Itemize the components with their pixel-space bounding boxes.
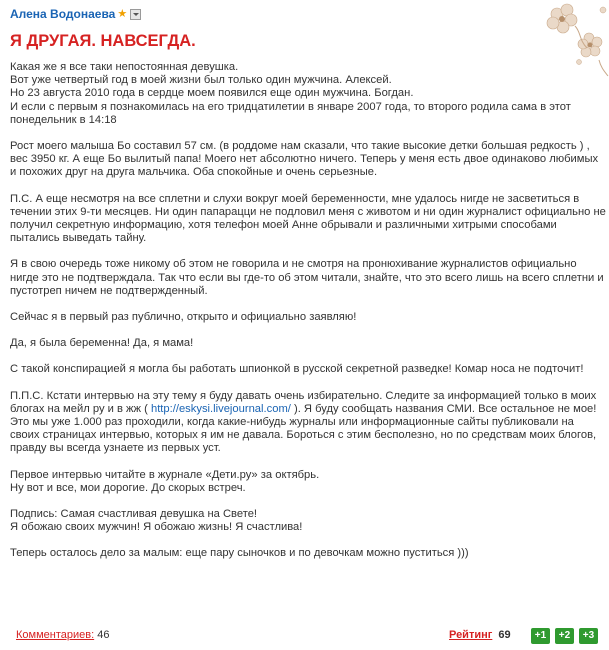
livejournal-link[interactable]: http://eskysi.livejournal.com/ — [150, 402, 291, 415]
dropdown-menu-icon[interactable] — [130, 9, 141, 20]
post-title: Я ДРУГАЯ. НАВСЕГДА. — [10, 32, 196, 50]
vote-plus-1-button[interactable]: +1 — [531, 628, 550, 644]
author-link[interactable]: Алена Водонаева — [10, 7, 116, 21]
text-line: Вот уже четвертый год в моей жизни был только один мужчина. Алексей. — [10, 74, 392, 87]
text-line: И если с первым я познакомилась на его тридцатилетии в январе 2007 года, то второго родила сама в этот понедельник в 14:18 — [10, 100, 571, 126]
text-line: Подпись: Самая счастливая девушка на Свете! — [10, 508, 258, 521]
paragraph-3: П.С. А еще несмотря на все сплетни и слухи вокруг моей беременности, мне удалось нигде не засветиться в течении этих 9-ти месяцев. Ни один папарацци не подловил меня с животом и ни один журналист официально не получил секретную информацию, хотя телефон моей Анне обрывали и различными хитрыми способами пытались выведать тайну. — [10, 192, 606, 245]
paragraph-9 — [10, 469, 606, 495]
rating-link[interactable]: Рейтинг — [449, 629, 493, 641]
comments-block — [16, 629, 109, 641]
vote-plus-2-button[interactable]: +2 — [555, 628, 574, 644]
paragraph-1 — [10, 61, 606, 127]
text-line: Ну вот и все, мои дорогие. До скорых встреч. — [10, 481, 246, 494]
rating-value: 69 — [498, 629, 511, 641]
rating-block — [449, 629, 511, 641]
paragraph-11: Теперь осталось дело за малым: еще пару сыночков и по девочкам можно пуститься ))) — [10, 547, 469, 560]
paragraph-7: С такой конспирацией я могла бы работать шпионкой в русской секретной разведке! Комар носа не подточит! — [10, 363, 584, 376]
text-line: Я обожаю своих мужчин! Я обожаю жизнь! Я счастлива! — [10, 521, 303, 534]
paragraph-8 — [10, 390, 606, 456]
star-icon: ★ — [117, 7, 128, 20]
text-segment: ). Я буду сообщать названия СМИ. Все остальное не мое! Это мы уже 1.000 раз проходили, когда какие-нибудь журналы или информационные сайты публиковали на своих страницах интервью, которых я им не давала. Бороться с этим бесполезно, но по средствам моих блогов, правду вы всегда узнаете из первых уст. — [10, 402, 597, 455]
paragraph-2: Рост моего малыша Бо составил 57 см. (в роддоме нам сказали, что такие высокие детки большая редкость ) , вес 3950 кг. А еще Бо вылитый папа! Моего нет абсолютно ничего. Теперь у меня есть двое одинаково любимых и похожих друг на друга мальчика. Оба спокойные и очень серьезные. — [10, 140, 599, 179]
text-line: Первое интервью читайте в журнале «Дети.ру» за октябрь. — [10, 468, 320, 481]
post-body — [10, 61, 606, 574]
paragraph-5: Сейчас я в первый раз публично, открыто и официально заявляю! — [10, 311, 357, 324]
paragraph-4: Я в свою очередь тоже никому об этом не говорила и не смотря на пронюхивание журналистов официально нигде это не подтверждала. Так что если вы где-то об этом читали, знайте, что это всего лишь на всего сплетни и пустотреп ничем не подтвержденный. — [10, 258, 604, 297]
text-line: Какая же я все таки непостоянная девушка. — [10, 61, 239, 73]
vote-plus-3-button[interactable]: +3 — [579, 628, 598, 644]
paragraph-6: Да, я была беременна! Да, я мама! — [10, 337, 194, 350]
comments-link[interactable]: Комментариев: — [16, 629, 95, 641]
post-header — [10, 6, 141, 22]
post-footer — [0, 628, 609, 644]
comments-count: 46 — [97, 629, 110, 641]
text-segment: П.П.С. Кстати интервью на эту тему я буду давать очень избирательно. Следите за информацией только в моих блогах на мейл ру и в жж ( — [10, 389, 597, 415]
paragraph-10 — [10, 508, 606, 534]
text-line: Но 23 августа 2010 года в сердце моем появился еще один мужчина. Богдан. — [10, 87, 414, 100]
